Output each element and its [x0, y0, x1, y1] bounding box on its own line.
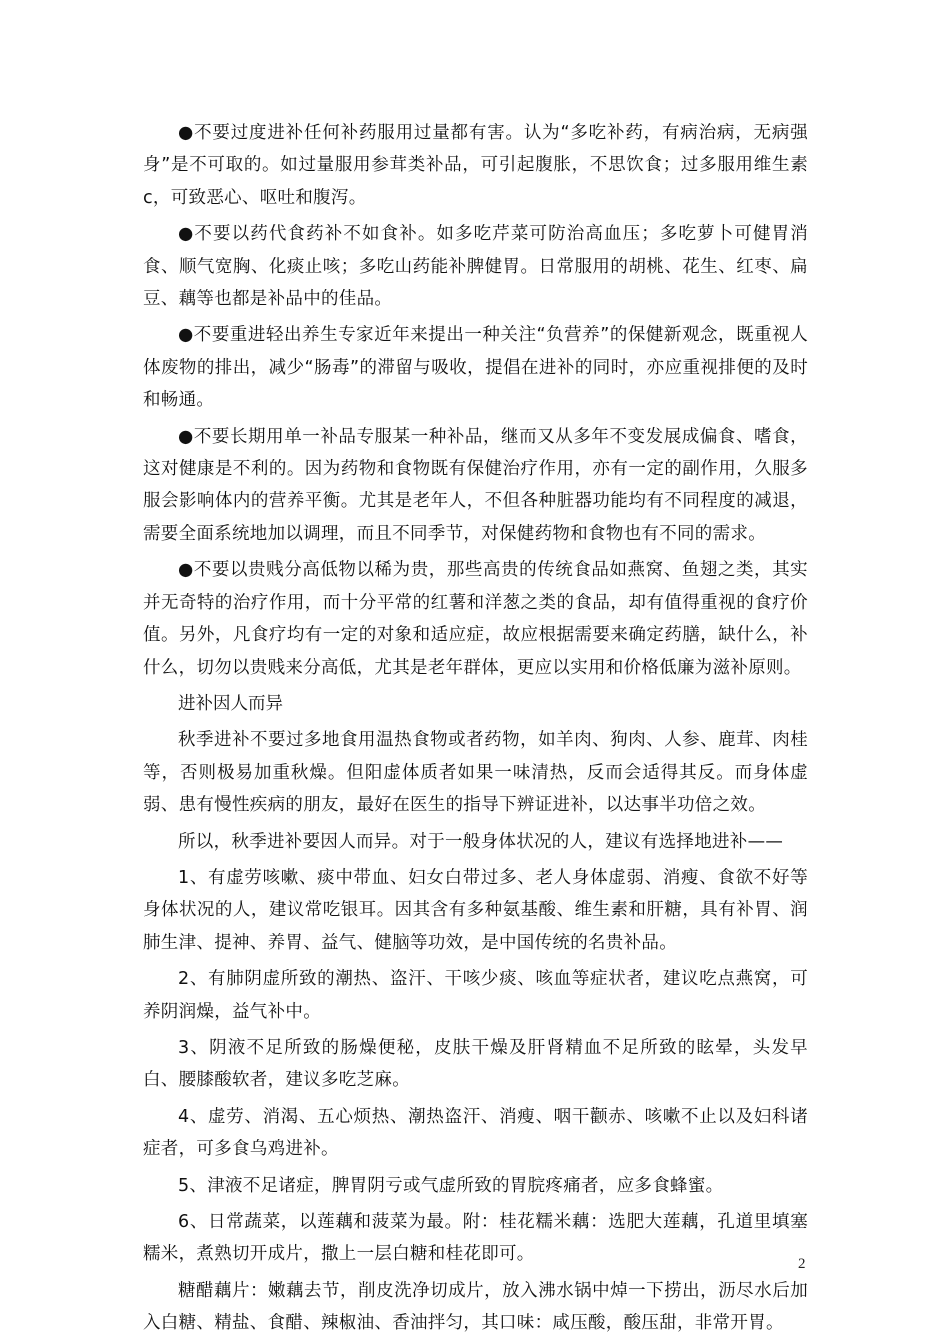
paragraph-food-over-medicine: ●不要以药代食药补不如食补。如多吃芹菜可防治高血压；多吃萝卜可健胃消食、顺气宽胸、化痰止咳；多吃山药能补脾健胃。日常服用的胡桃、花生、红枣、扁豆、藕等也都是补品中的佳品。 [143, 224, 808, 310]
recipe-sweet-sour-lotus: 糖醋藕片：嫩藕去节，削皮洗净切成片，放入沸水锅中焯一下捞出，沥尽水后加入白糖、精盐、食醋、辣椒油、香油拌匀，其口味：咸压酸，酸压甜，非常开胃。 [143, 1280, 808, 1334]
paragraph-intake-excretion: ●不要重进轻出养生专家近年来提出一种关注“负营养”的保健新观念，既重视人体废物的排出，减少“肠毒”的滞留与吸收，提倡在进补的同时，亦应重视排便的及时和畅通。 [143, 325, 808, 411]
paragraph-excess-tonic: ●不要过度进补任何补药服用过量都有害。认为“多吃补药，有病治病，无病强身”是不可取的。如过量服用参茸类补品，可引起腹胀，不思饮食；过多服用维生素c，可致恶心、呕吐和腹泻。 [143, 123, 808, 208]
section-heading: 进补因人而异 [178, 693, 283, 714]
list-item-white-fungus: 1、有虚劳咳嗽、痰中带血、妇女白带过多、老人身体虚弱、消瘦、食欲不好等身体状况的人，建议常吃银耳。因其含有多种氨基酸、维生素和肝糖，具有补胃、润肺生津、提神、养胃、益气、健脑等功效，是中国传统的名贵补品。 [143, 867, 808, 953]
list-item-lotus-root: 6、日常蔬菜，以莲藕和菠菜为最。附：桂花糯米藕：选肥大莲藕，孔道里填塞糯米，煮熟切开成片，撒上一层白糖和桂花即可。 [143, 1212, 808, 1265]
list-item-sesame: 3、阴液不足所致的肠燥便秘，皮肤干燥及肝肾精血不足所致的眩晕，头发早白、腰膝酸软者，建议多吃芝麻。 [143, 1037, 808, 1091]
list-item-black-chicken: 4、虚劳、消渴、五心烦热、潮热盗汗、消瘦、咽干颧赤、咳嗽不止以及妇科诸症者，可多食乌鸡进补。 [143, 1106, 808, 1160]
list-item-honey: 5、津液不足诸症，脾胃阴亏或气虚所致的胃脘疼痛者，应多食蜂蜜。 [178, 1175, 724, 1196]
document-body [143, 117, 808, 1344]
page-number: 2 [798, 1256, 806, 1272]
paragraph-single-tonic: ●不要长期用单一补品专服某一种补品，继而又从多年不变发展成偏食、嗜食，这对健康是不利的。因为药物和食物既有保健治疗作用，亦有一定的副作用，久服多服会影响体内的营养平衡。尤其是老年人，不但各种脏器功能均有不同程度的减退，需要全面系统地加以调理，而且不同季节，对保健药物和食物也有不同的需求。 [143, 426, 808, 544]
paragraph-autumn-tonic: 秋季进补不要过多地食用温热食物或者药物，如羊肉、狗肉、人参、鹿茸、肉桂等，否则极易加重秋燥。但阳虚体质者如果一味清热，反而会适得其反。而身体虚弱、患有慢性疾病的朋友，最好在医生的指导下辨证进补，以达事半功倍之效。 [143, 730, 808, 816]
paragraph-price-value: ●不要以贵贱分高低物以稀为贵，那些高贵的传统食品如燕窝、鱼翅之类，其实并无奇特的治疗作用，而十分平常的红薯和洋葱之类的食品，却有值得重视的食疗价值。另外，凡食疗均有一定的对象和适应症，故应根据需要来确定药膳，缺什么，补什么，切勿以贵贱来分高低，尤其是老年群体，更应以实用和价格低廉为滋补原则。 [143, 560, 808, 678]
paragraph-individual: 所以，秋季进补要因人而异。对于一般身体状况的人，建议有选择地进补—— [178, 831, 784, 852]
list-item-bird-nest: 2、有肺阴虚所致的潮热、盗汗、干咳少痰、咳血等症状者，建议吃点燕窝，可养阴润燥，益气补中。 [143, 969, 808, 1022]
